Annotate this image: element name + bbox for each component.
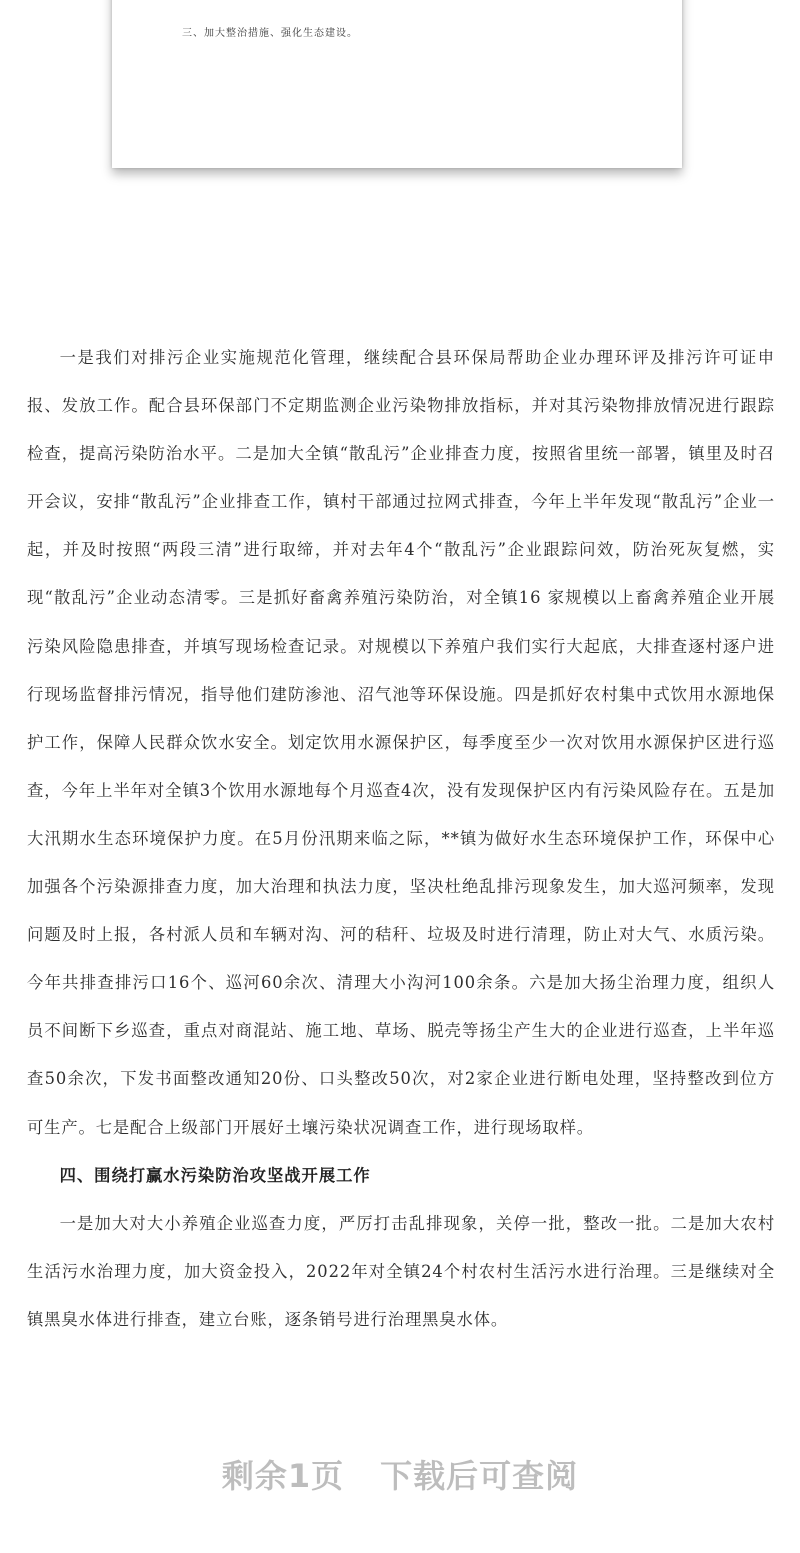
preview-partial-line xyxy=(158,0,448,1)
document-preview-page xyxy=(112,0,682,168)
paragraph-pollution-management: 一是我们对排污企业实施规范化管理，继续配合县环保局帮助企业办理环评及排污许可证申报、发放工作。配合县环保部门不定期监测企业污染物排放指标，并对其污染物排放情况进行跟踪检查，提高污染防治水平。二是加大全镇“散乱污”企业排查力度，按照省里统一部署，镇里及时召开会议，安排“散乱污”企业排查工作，镇村干部通过拉网式排查，今年上半年发现“散乱污”企业一起，并及时按照“两段三清”进行取缔，并对去年4个“散乱污”企业跟踪问效，防治死灰复燃，实现“散乱污”企业动态清零。三是抓好畜禽养殖污染防治，对全镇16 家规模以上畜禽养殖企业开展污染风险隐患排查，并填写现场检查记录。对规模以下养殖户我们实行大起底，大排查逐村逐户进行现场监督排污情况，指导他们建防渗池、沼气池等环保设施。四是抓好农村集中式饮用水源地保护工作，保障人民群众饮水安全。划定饮用水源保护区，每季度至少一次对饮用水源保护区进行巡查，今年上半年对全镇3个饮用水源地每个月巡查4次，没有发现保护区内有污染风险存在。五是加大汛期水生态环境保护力度。在5月份汛期来临之际，**镇为做好水生态环境保护工作，环保中心加强各个污染源排查力度，加大治理和执法力度，坚决杜绝乱排污现象发生，加大巡河频率，发现问题及时上报，各村派人员和车辆对沟、河的秸秆、垃圾及时进行清理，防止对大气、水质污染。今年共排查排污口16个、巡河60余次、清理大小沟河100余条。六是加大扬尘治理力度，组织人员不间断下乡巡查，重点对商混站、施工地、草场、脱壳等扬尘产生大的企业进行巡查，上半年巡查50余次，下发书面整改通知20份、口头整改50次，对2家企业进行断电处理，坚持整改到位方可生产。七是配合上级部门开展好土壤污染状况调查工作，进行现场取样。 xyxy=(27,348,775,1137)
document-body xyxy=(27,334,775,1344)
download-prompt-label: 下载后可查阅 xyxy=(380,1457,579,1495)
remaining-pages-label: 剩余1页 xyxy=(221,1457,345,1495)
preview-section-heading: 三、加大整治措施、强化生态建设。 xyxy=(182,28,358,39)
download-to-view-more-button[interactable] xyxy=(0,1450,800,1502)
section-heading-water-pollution: 四、围绕打赢水污染防治攻坚战开展工作 xyxy=(59,1165,371,1185)
paragraph-water-pollution: 一是加大对大小养殖企业巡查力度，严厉打击乱排现象，关停一批，整改一批。二是加大农村生活污水治理力度，加大资金投入，2022年对全镇24个村农村生活污水进行治理。三是继续对全镇黑臭水体进行排查，建立台账，逐条销号进行治理黑臭水体。 xyxy=(27,1213,775,1330)
